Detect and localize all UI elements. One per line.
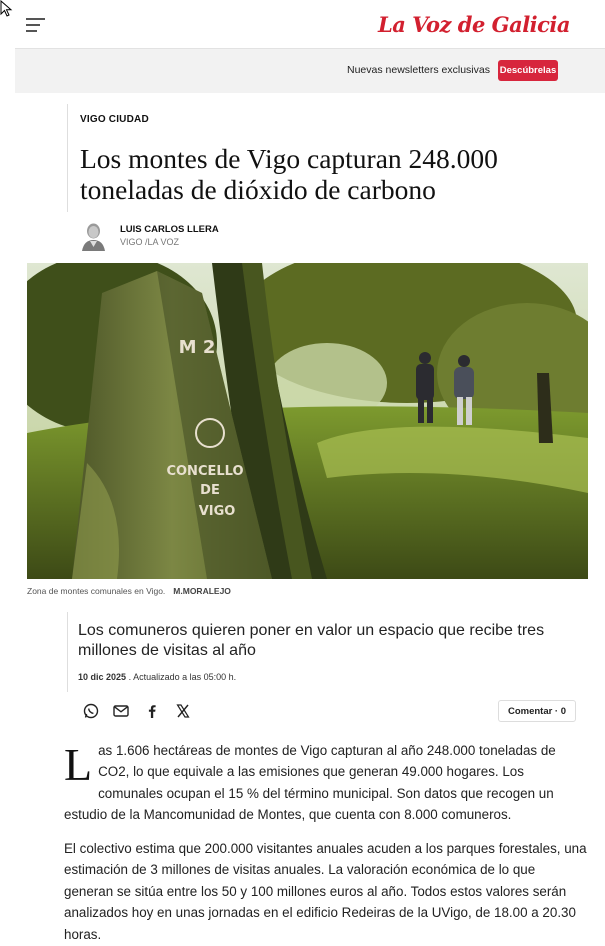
marker-line-2: DE [200, 483, 220, 498]
hamburger-menu-icon[interactable] [26, 18, 46, 32]
publish-date [78, 672, 236, 682]
share-bar [80, 700, 200, 722]
author-name[interactable]: LUIS CARLOS LLERA [120, 224, 219, 235]
date-value: 10 dic 2025 [78, 672, 127, 682]
author-avatar[interactable] [80, 221, 107, 251]
newsletter-text: Nuevas newsletters exclusivas [347, 64, 490, 76]
marker-top-text: M 2 [178, 337, 216, 358]
marker-line-1: CONCELLO [166, 464, 244, 479]
article-subtitle: Los comuneros quieren poner en valor un espacio que recibe tres millones de visitas al año [78, 622, 545, 659]
section-label[interactable]: VIGO CIUDAD [80, 114, 149, 125]
photo-credit: M.MORALEJO [173, 586, 231, 596]
discover-newsletters-button[interactable]: Descúbrelas [498, 60, 558, 81]
updated-time: . Actualizado a las 05:00 h. [128, 672, 237, 682]
photo-caption [27, 586, 231, 596]
caption-text: Zona de montes comunales en Vigo. [27, 586, 166, 596]
author-location: VIGO /LA VOZ [120, 237, 180, 247]
marker-line-3: VIGO [198, 504, 236, 519]
paragraph-1-text: as 1.606 hectáreas de montes de Vigo capturan al año 248.000 toneladas de CO2, lo que equivale a las emisiones que generan 49.000 hogares. Los comunales ocupan el 15 % del término municipal. Son datos que recogen un estudio de la Mancomunidad de Montes, que cuenta con 8.000 comuneros. [64, 743, 556, 823]
article-photo[interactable] [27, 263, 588, 579]
newsletter-bar [15, 48, 605, 93]
facebook-icon[interactable] [141, 700, 163, 722]
email-icon[interactable] [110, 700, 132, 722]
section-divider [67, 104, 68, 212]
whatsapp-icon[interactable] [80, 700, 102, 722]
mouse-cursor-icon [0, 0, 14, 18]
article-paragraph-2: El colectivo estima que 200.000 visitantes anuales acuden a los parques forestales, una estimación de 3 millones de visitas anuales. La valoración económica de lo que generan se sitúa entre los 50 y 100 millones euros al año. Todos estos valores serán analizados hoy en unas jornadas en el edificio Redeiras de la UVigo, de 18.00 a 20.30 horas. [64, 841, 587, 942]
comment-button[interactable]: Comentar · 0 [498, 700, 576, 722]
dropcap: L [64, 739, 93, 790]
site-logo[interactable]: La Voz de Galicia [378, 12, 571, 37]
article-paragraph-1 [64, 740, 588, 826]
x-icon[interactable] [172, 700, 194, 722]
site-header [0, 0, 605, 50]
subtitle-divider [67, 612, 68, 692]
article-headline: Los montes de Vigo capturan 248.000 toneladas de dióxido de carbono [80, 143, 498, 205]
